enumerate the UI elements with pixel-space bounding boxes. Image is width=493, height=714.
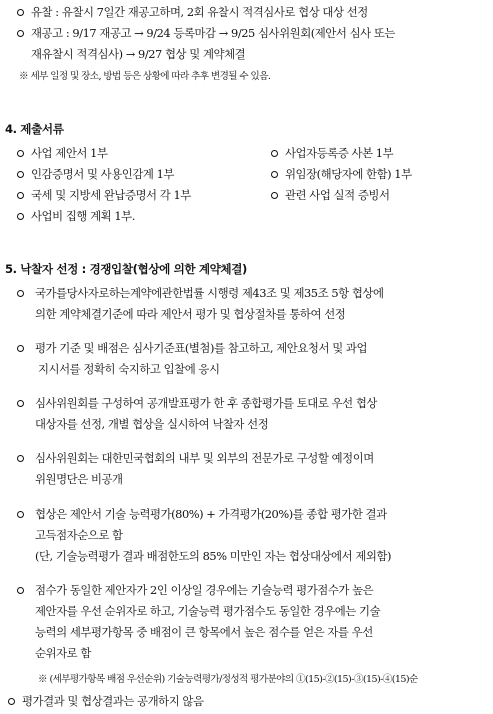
circle-bullet-icon <box>271 192 278 199</box>
circle-bullet-icon <box>17 587 24 594</box>
section-heading-documents: 4. 제출서류 <box>5 122 64 136</box>
circle-bullet-icon <box>17 511 24 518</box>
circle-bullet-icon <box>17 192 24 199</box>
circle-bullet-icon <box>17 455 24 462</box>
circle-bullet-icon <box>17 290 24 297</box>
circle-bullet-icon <box>17 171 24 178</box>
circle-bullet-icon <box>17 345 24 352</box>
document-page: 유찰 : 유찰시 7일간 재공고하며, 2회 유찰시 적격심사로 협상 대상 선정 재공고 : 9/17 재공고 → 9/24 등록마감 → 9/25 심사위원회(제안서 심사 또는 재유찰시 적격심사) → 9/27 협상 및 계약체결 ※ 세부 일정 및 장소, 방법 등은 상황에 따라 추후 변경될 수 있음. 4. 제출서류 사업 제안서 1부 인감증명서 및 사용인감계 1부 국세 및 지방세 완납증명서 각 1부 사업비 집행 계획 1부. 사업자등록증 사본 1부 위임장(해당자에 한함) 1부 관련 사업 실적 증빙서 5. 낙찰자 선정 : 경쟁입찰(협상에 의한 계약체결) 국가를당사자로하는계약에관한법률 시행령 제43조 및 제35조 5항 협상에 의한 계약체결기준에 따라 제안서 평가 및 협상절차를 통하여 선정 평가 기준 및 배점은 심사기준표(별첨)를 참고하고, 제안요청서 및 과업 지시서를 정확히 숙지하고 입찰에 응시 심사위원회를 구성하여 공개발표평가 한 후 종합평가를 토대로 우선 협상 대상자를 선정, 개별 협상을 실시하여 낙찰자 선정 심사위원회는 대한민국협회의 내부 및 외부의 전문가로 구성할 예정이며 위원명단은 비공개 협상은 제안서 기술 능력평가(80%) + 가격평가(20%)를 종합 평가한 결과 고득점자순으로 함 (단, 기술능력평가 결과 배점한도의 85% 미만인 자는 협상대상에서 제외함) 점수가 동일한 제안자가 2인 이상일 경우에는 기술능력 평가점수가 높은 제안자를 우선 순위자로 하고, 기술능력 평가점수도 동일한 경우에는 기술 능력의 세부평가항목 중 배점이 큰 항목에서 높은 점수를 얻은 자를 우선 순위자로 함 ※ (세부평가항목 배점 우선순위) 기술능력평가/정성적 평가분야의 ①(15)-②(15)-③(15)-④(15)순 평가결과 및 협상결과는 공개하지 않음 <box>5 5 418 708</box>
circle-bullet-icon <box>17 213 24 220</box>
section-heading-selection: 5. 낙찰자 선정 : 경쟁입찰(협상에 의한 계약체결) <box>5 262 247 276</box>
circle-bullet-icon <box>17 150 24 157</box>
circle-bullet-icon <box>17 400 24 407</box>
circle-bullet-icon <box>271 150 278 157</box>
circle-bullet-icon <box>8 698 15 705</box>
circle-bullet-icon <box>17 9 24 16</box>
circle-bullet-icon <box>271 171 278 178</box>
circle-bullet-icon <box>17 30 24 37</box>
